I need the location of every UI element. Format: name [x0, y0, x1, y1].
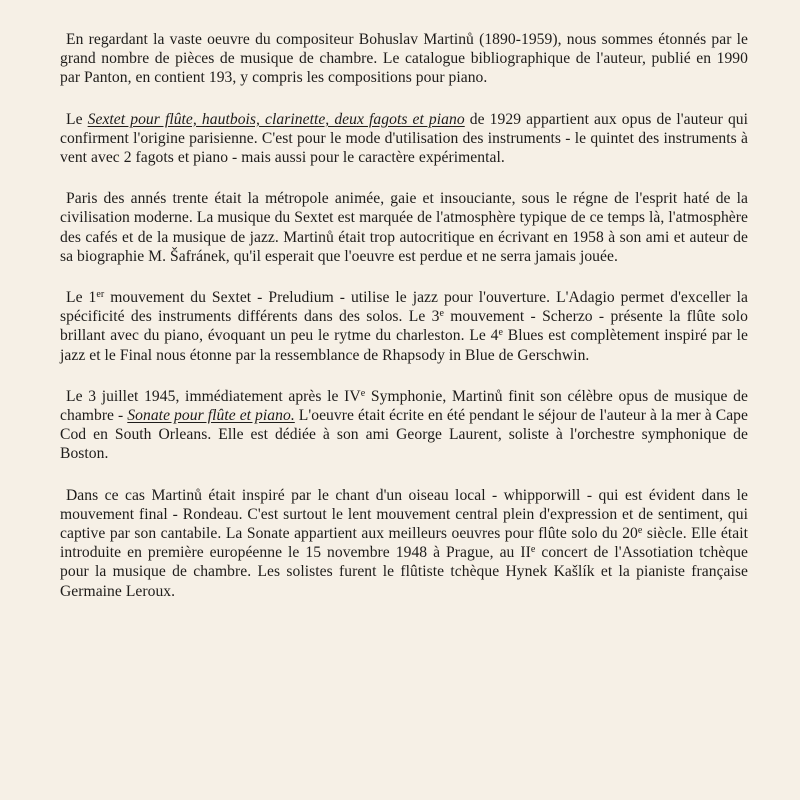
text-span: Symphonie, Martinů finit son célèbre opus de musique de chambre -	[60, 387, 748, 425]
text-span: Blues est complètement inspiré par le jazz et le Final nous étonne par la ressemblance de Rhapsody in Blue de Gerschwin.	[60, 327, 748, 364]
text-span: mouvement du Sextet - Preludium - utilise le jazz pour l'ouverture. L'Adagio permet d'exceller la spécificité des instruments différents dans des solos. Le 3	[60, 289, 748, 326]
superscript: e	[360, 387, 366, 399]
text-span: siècle. Elle était introduite en première européenne le 15 novembre 1948 à Prague, au II	[60, 525, 748, 562]
superscript: e	[439, 308, 444, 320]
text-span: concert de l'Assotiation tchèque pour la musique de chambre. Les solistes furent le flûtiste tchèque Hynek Kašlík et la pianiste française Germaine Leroux.	[60, 544, 748, 600]
text-span: mouvement - Scherzo - présente la flûte solo brillant avec du piano, évoquant un peu le rytme du charleston. Le 4	[60, 308, 748, 345]
paragraph-sextet	[60, 110, 748, 168]
text-span: Le	[66, 110, 88, 128]
work-title-sonate: Sonate pour flûte et piano.	[127, 407, 295, 425]
paragraph-movements	[60, 288, 748, 365]
work-title-sextet: Sextet pour flûte, hautbois, clarinette, deux fagots et piano	[87, 110, 465, 128]
paragraph-paris	[60, 189, 748, 266]
text-span: Le 1	[66, 289, 97, 307]
superscript: e	[637, 525, 643, 537]
document-body	[60, 30, 748, 601]
paragraph-intro	[60, 30, 748, 88]
paragraph-sonate	[60, 387, 748, 464]
superscript: e	[498, 327, 503, 339]
text-span: Paris des annés trente était la métropole animée, gaie et insouciante, sous le régne de l'esprit haté de la civilisation moderne. La musique du Sextet est marquée de l'atmosphère typique de ce temps là, l'atmosphère des cafés et de la musique de jazz. Martinů était trop autocritique en écrivant en 1958 à son ami et auteur de sa biographie M. Šafránek, qu'il esperait que l'oeuvre est perdue et ne serra jamais jouée.	[60, 190, 748, 265]
text-span: Le 3 juillet 1945, immédiatement après le IV	[66, 387, 361, 405]
superscript: e	[530, 544, 536, 556]
text-span: de 1929 appartient aux opus de l'auteur qui confirment l'origine parisienne. C'est pour le mode d'utilisation des instruments - le quintet des instruments à vent avec 2 fagots et piano - mais aussi pour le caractère expérimental.	[60, 110, 749, 167]
text-span: Dans ce cas Martinů était inspiré par le chant d'un oiseau local - whipporwill - qui est évident dans le mouvement final - Rondeau. C'est surtout le lent mouvement central plein d'expression et de sentiment, qui captive par son cantabile. La Sonate appartient aux meilleurs oeuvres pour flûte solo du 20	[60, 486, 748, 543]
paragraph-premiere	[60, 486, 748, 601]
superscript: er	[96, 289, 105, 301]
text-span: En regardant la vaste oeuvre du compositeur Bohuslav Martinů (1890-1959), nous sommes étonnés par le grand nombre de pièces de musique de chambre. Le catalogue bibliographique de l'auteur, publié en 1990 par Panton, en contient 193, y compris les compositions pour piano.	[60, 31, 748, 87]
text-span: L'oeuvre était écrite en été pendant le séjour de l'auteur à la mer à Cape Cod en South Orleans. Elle est dédiée à son ami George Laurent, soliste à l'orchestre symphonique de Boston.	[60, 407, 748, 463]
